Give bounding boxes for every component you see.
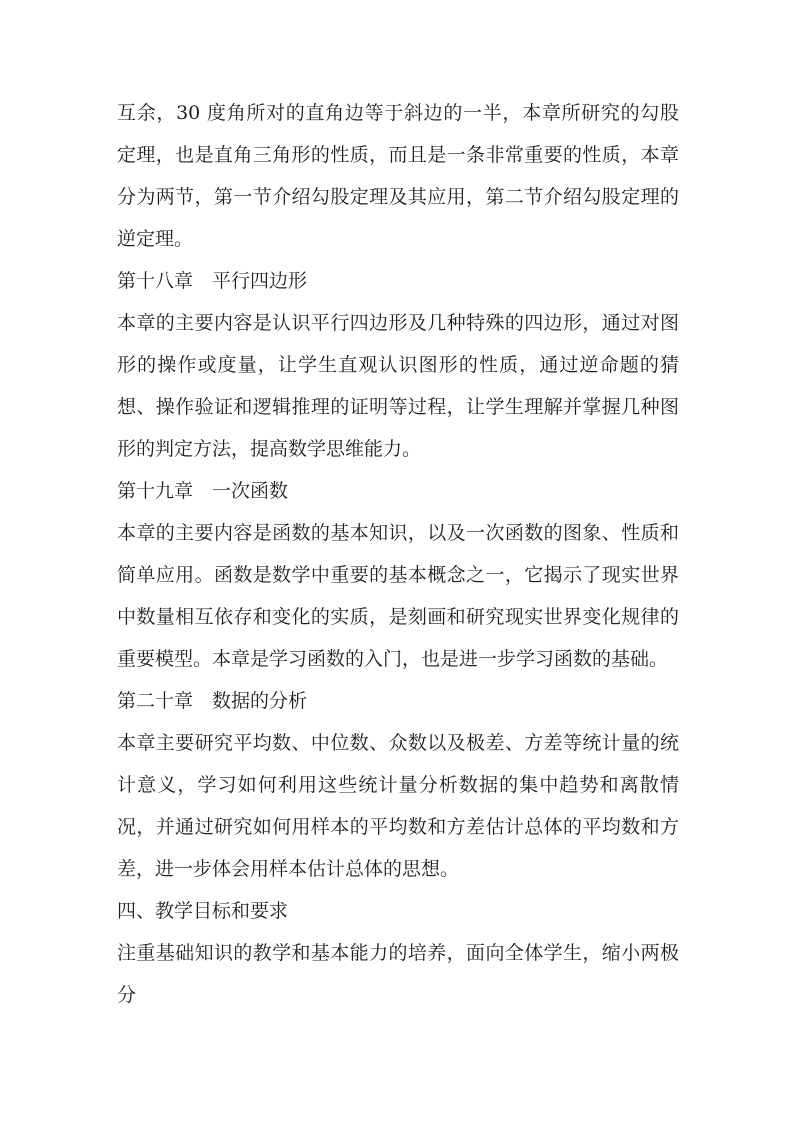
paragraph-chapter-19-overview: 本章的主要内容是函数的基本知识，以及一次函数的图象、性质和简单应用。函数是数学中重要的基本概念之一，它揭示了现实世界中数量相互依存和变化的实质，是刻画和研究现实世界变化规律的重要模型。本章是学习函数的入门，也是进一步学习函数的基础。 [117, 522, 679, 670]
paragraph-pythagorean-theorem-continued: 互余，30 度角所对的直角边等于斜边的一半，本章所研究的勾股定理，也是直角三角形的性质，而且是一条非常重要的性质，本章分为两节，第一节介绍勾股定理及其应用，第二节介绍勾股定理的逆定理。 [117, 102, 679, 250]
heading-chapter-19-linear-functions: 第十九章 一次函数 [117, 480, 289, 502]
heading-chapter-20-data-analysis: 第二十章 数据的分析 [117, 690, 308, 712]
heading-section-4-teaching-goals: 四、教学目标和要求 [117, 900, 289, 922]
paragraph-teaching-goals-intro: 注重基础知识的教学和基本能力的培养，面向全体学生，缩小两极分 [117, 942, 679, 1006]
heading-chapter-18-parallelograms: 第十八章 平行四边形 [117, 270, 308, 292]
document-content [117, 92, 679, 1016]
paragraph-chapter-18-overview: 本章的主要内容是认识平行四边形及几种特殊的四边形，通过对图形的操作或度量，让学生直观认识图形的性质，通过逆命题的猜想、操作验证和逻辑推理的证明等过程，让学生理解并掌握几种图形的判定方法，提高数学思维能力。 [117, 312, 679, 460]
paragraph-chapter-20-overview: 本章主要研究平均数、中位数、众数以及极差、方差等统计量的统计意义，学习如何利用这些统计量分析数据的集中趋势和离散情况，并通过研究如何用样本的平均数和方差估计总体的平均数和方差，进一步体会用样本估计总体的思想。 [117, 732, 679, 880]
